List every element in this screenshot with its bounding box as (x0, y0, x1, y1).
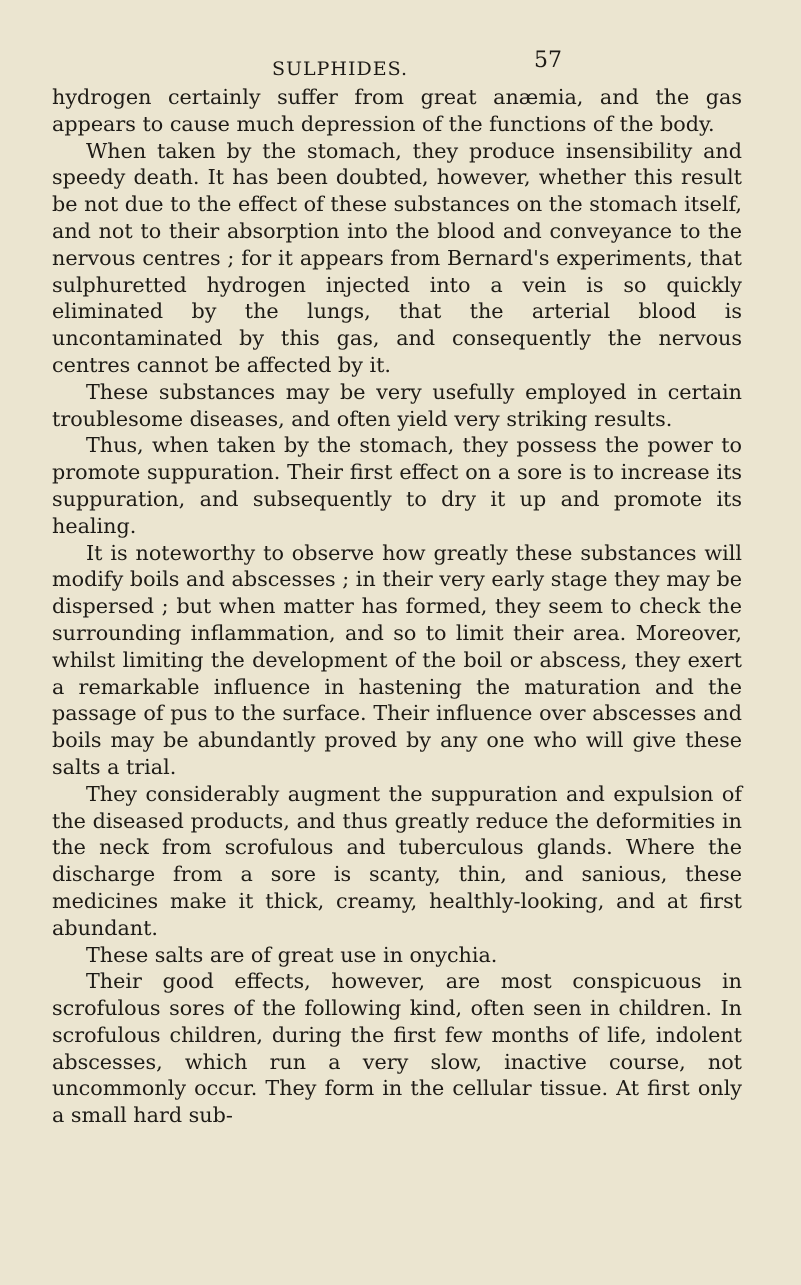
paragraph-8: Their good effects, however, are most conspicuous in scrofulous sores of the following kind, often seen in children. In scrofulous children, during the first few months of life, indolent abscesses, which run a very slow, inactive course, not uncommonly occur. They form in the cellular tissue. At first only a small hard sub- (52, 969, 742, 1128)
paragraph-7: These salts are of great use in onychia. (86, 942, 498, 967)
paragraph-4: Thus, when taken by the stomach, they possess the power to promote suppuration. Their first effect on a sore is to increase its suppuration, and subsequently to dry it up and promote its healing. (52, 433, 742, 538)
body-text (52, 84, 742, 1129)
paragraph-2: When taken by the stomach, they produce insensibility and speedy death. It has been doubted, however, whether this result be not due to the effect of these substances on the stomach itself, and not to their absorption into the blood and conveyance to the nervous centres ; for it appears from Bernard's experiments, that sulphuretted hydrogen injected into a vein is so quickly eliminated by the lungs, that the arterial blood is uncontaminated by this gas, and consequently the nervous centres cannot be affected by it. (52, 138, 742, 377)
paragraph-1: hydrogen certainly suffer from great anæmia, and the gas appears to cause much depression of the functions of the body. (52, 85, 742, 136)
paragraph-6: They considerably augment the suppuration and expulsion of the diseased products, and thus greatly reduce the deformities in the neck from scrofulous and tuberculous glands. Where the discharge from a sore is scanty, thin, and sanious, these medicines make it thick, creamy, healthly-looking, and at first abundant. (52, 781, 742, 940)
page-number: 57 (534, 48, 562, 73)
running-head: SULPHIDES. (272, 58, 408, 80)
paragraph-3: These substances may be very usefully employed in certain troublesome diseases, and often yield very striking results. (52, 379, 742, 431)
paragraph-5: It is noteworthy to observe how greatly these substances will modify boils and abscesses ; in their very early stage they may be dispersed ; but when matter has formed, they seem to check the surrounding inflammation, and so to limit their area. Moreover, whilst limiting the development of the boil or abscess, they exert a remarkable influence in hastening the maturation and the passage of pus to the surface. Their influence over abscesses and boils may be abundantly proved by any one who will give these salts a trial. (52, 540, 742, 779)
